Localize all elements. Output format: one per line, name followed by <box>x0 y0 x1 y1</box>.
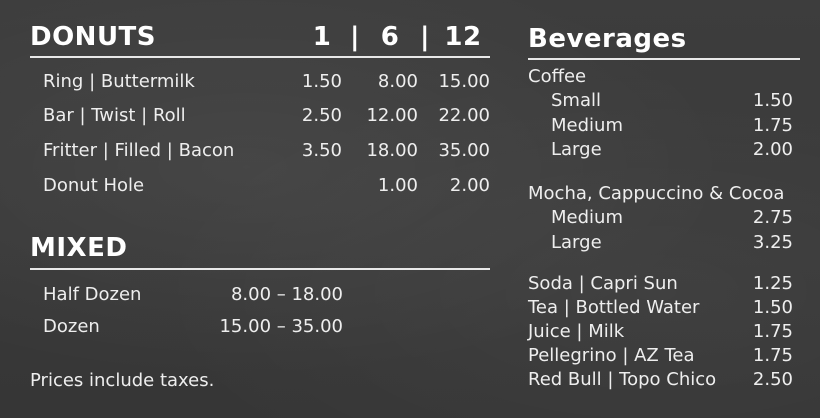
donuts-divider <box>30 56 490 58</box>
donuts-header-6: 6 <box>380 22 400 52</box>
donut-price-1: 1.50 <box>301 71 342 92</box>
coffee-size-price: 1.50 <box>752 90 793 111</box>
coffee-size-price: 1.75 <box>752 115 793 136</box>
mocha-size-name: Medium <box>551 207 623 228</box>
donut-price-1: 2.50 <box>301 105 342 126</box>
coffee-size-name: Large <box>551 139 602 160</box>
coffee-label: Coffee <box>528 66 587 87</box>
price-note: Prices include taxes. <box>30 370 215 391</box>
donuts-title: DONUTS <box>30 22 157 52</box>
donuts-header-1: 1 <box>312 22 332 52</box>
donut-price-12: 2.00 <box>449 175 490 196</box>
mixed-item-price: 15.00 – 35.00 <box>219 316 343 337</box>
donut-item-name: Bar | Twist | Roll <box>43 105 186 126</box>
donut-price-6: 18.00 <box>366 140 418 161</box>
donuts-header-separator: | <box>420 22 430 52</box>
donut-price-1: 3.50 <box>301 140 342 161</box>
mocha-size-price: 2.75 <box>752 207 793 228</box>
mixed-item-name: Dozen <box>43 316 100 337</box>
beverage-price: 2.50 <box>752 369 793 390</box>
donut-item-name: Donut Hole <box>43 175 145 196</box>
mixed-divider <box>30 268 490 270</box>
beverage-name: Tea | Bottled Water <box>528 297 700 318</box>
beverage-name: Soda | Capri Sun <box>528 273 678 294</box>
mixed-title: MIXED <box>30 233 128 263</box>
coffee-size-price: 2.00 <box>752 139 793 160</box>
donuts-header-12: 12 <box>444 22 482 52</box>
donut-price-6: 8.00 <box>377 71 418 92</box>
beverage-name: Juice | Milk <box>528 321 625 342</box>
donut-item-name: Fritter | Filled | Bacon <box>43 140 235 161</box>
beverage-price: 1.75 <box>752 321 793 342</box>
donuts-header-separator: | <box>350 22 360 52</box>
donut-item-name: Ring | Buttermilk <box>43 71 195 92</box>
coffee-size-name: Small <box>551 90 601 111</box>
donut-price-12: 22.00 <box>438 105 490 126</box>
mocha-label: Mocha, Cappuccino & Cocoa <box>528 183 785 204</box>
beverage-name: Pellegrino | AZ Tea <box>528 345 695 366</box>
beverage-name: Red Bull | Topo Chico <box>528 369 717 390</box>
coffee-size-name: Medium <box>551 115 623 136</box>
beverages-title: Beverages <box>528 24 687 54</box>
beverage-price: 1.75 <box>752 345 793 366</box>
mixed-item-price: 8.00 – 18.00 <box>230 284 343 305</box>
mocha-size-price: 3.25 <box>752 232 793 253</box>
donut-price-6: 12.00 <box>366 105 418 126</box>
beverage-price: 1.25 <box>752 273 793 294</box>
donut-price-12: 15.00 <box>438 71 490 92</box>
donut-price-6: 1.00 <box>377 175 418 196</box>
donut-price-12: 35.00 <box>438 140 490 161</box>
beverage-price: 1.50 <box>752 297 793 318</box>
mixed-item-name: Half Dozen <box>43 284 142 305</box>
mocha-size-name: Large <box>551 232 602 253</box>
beverages-divider <box>528 58 800 60</box>
